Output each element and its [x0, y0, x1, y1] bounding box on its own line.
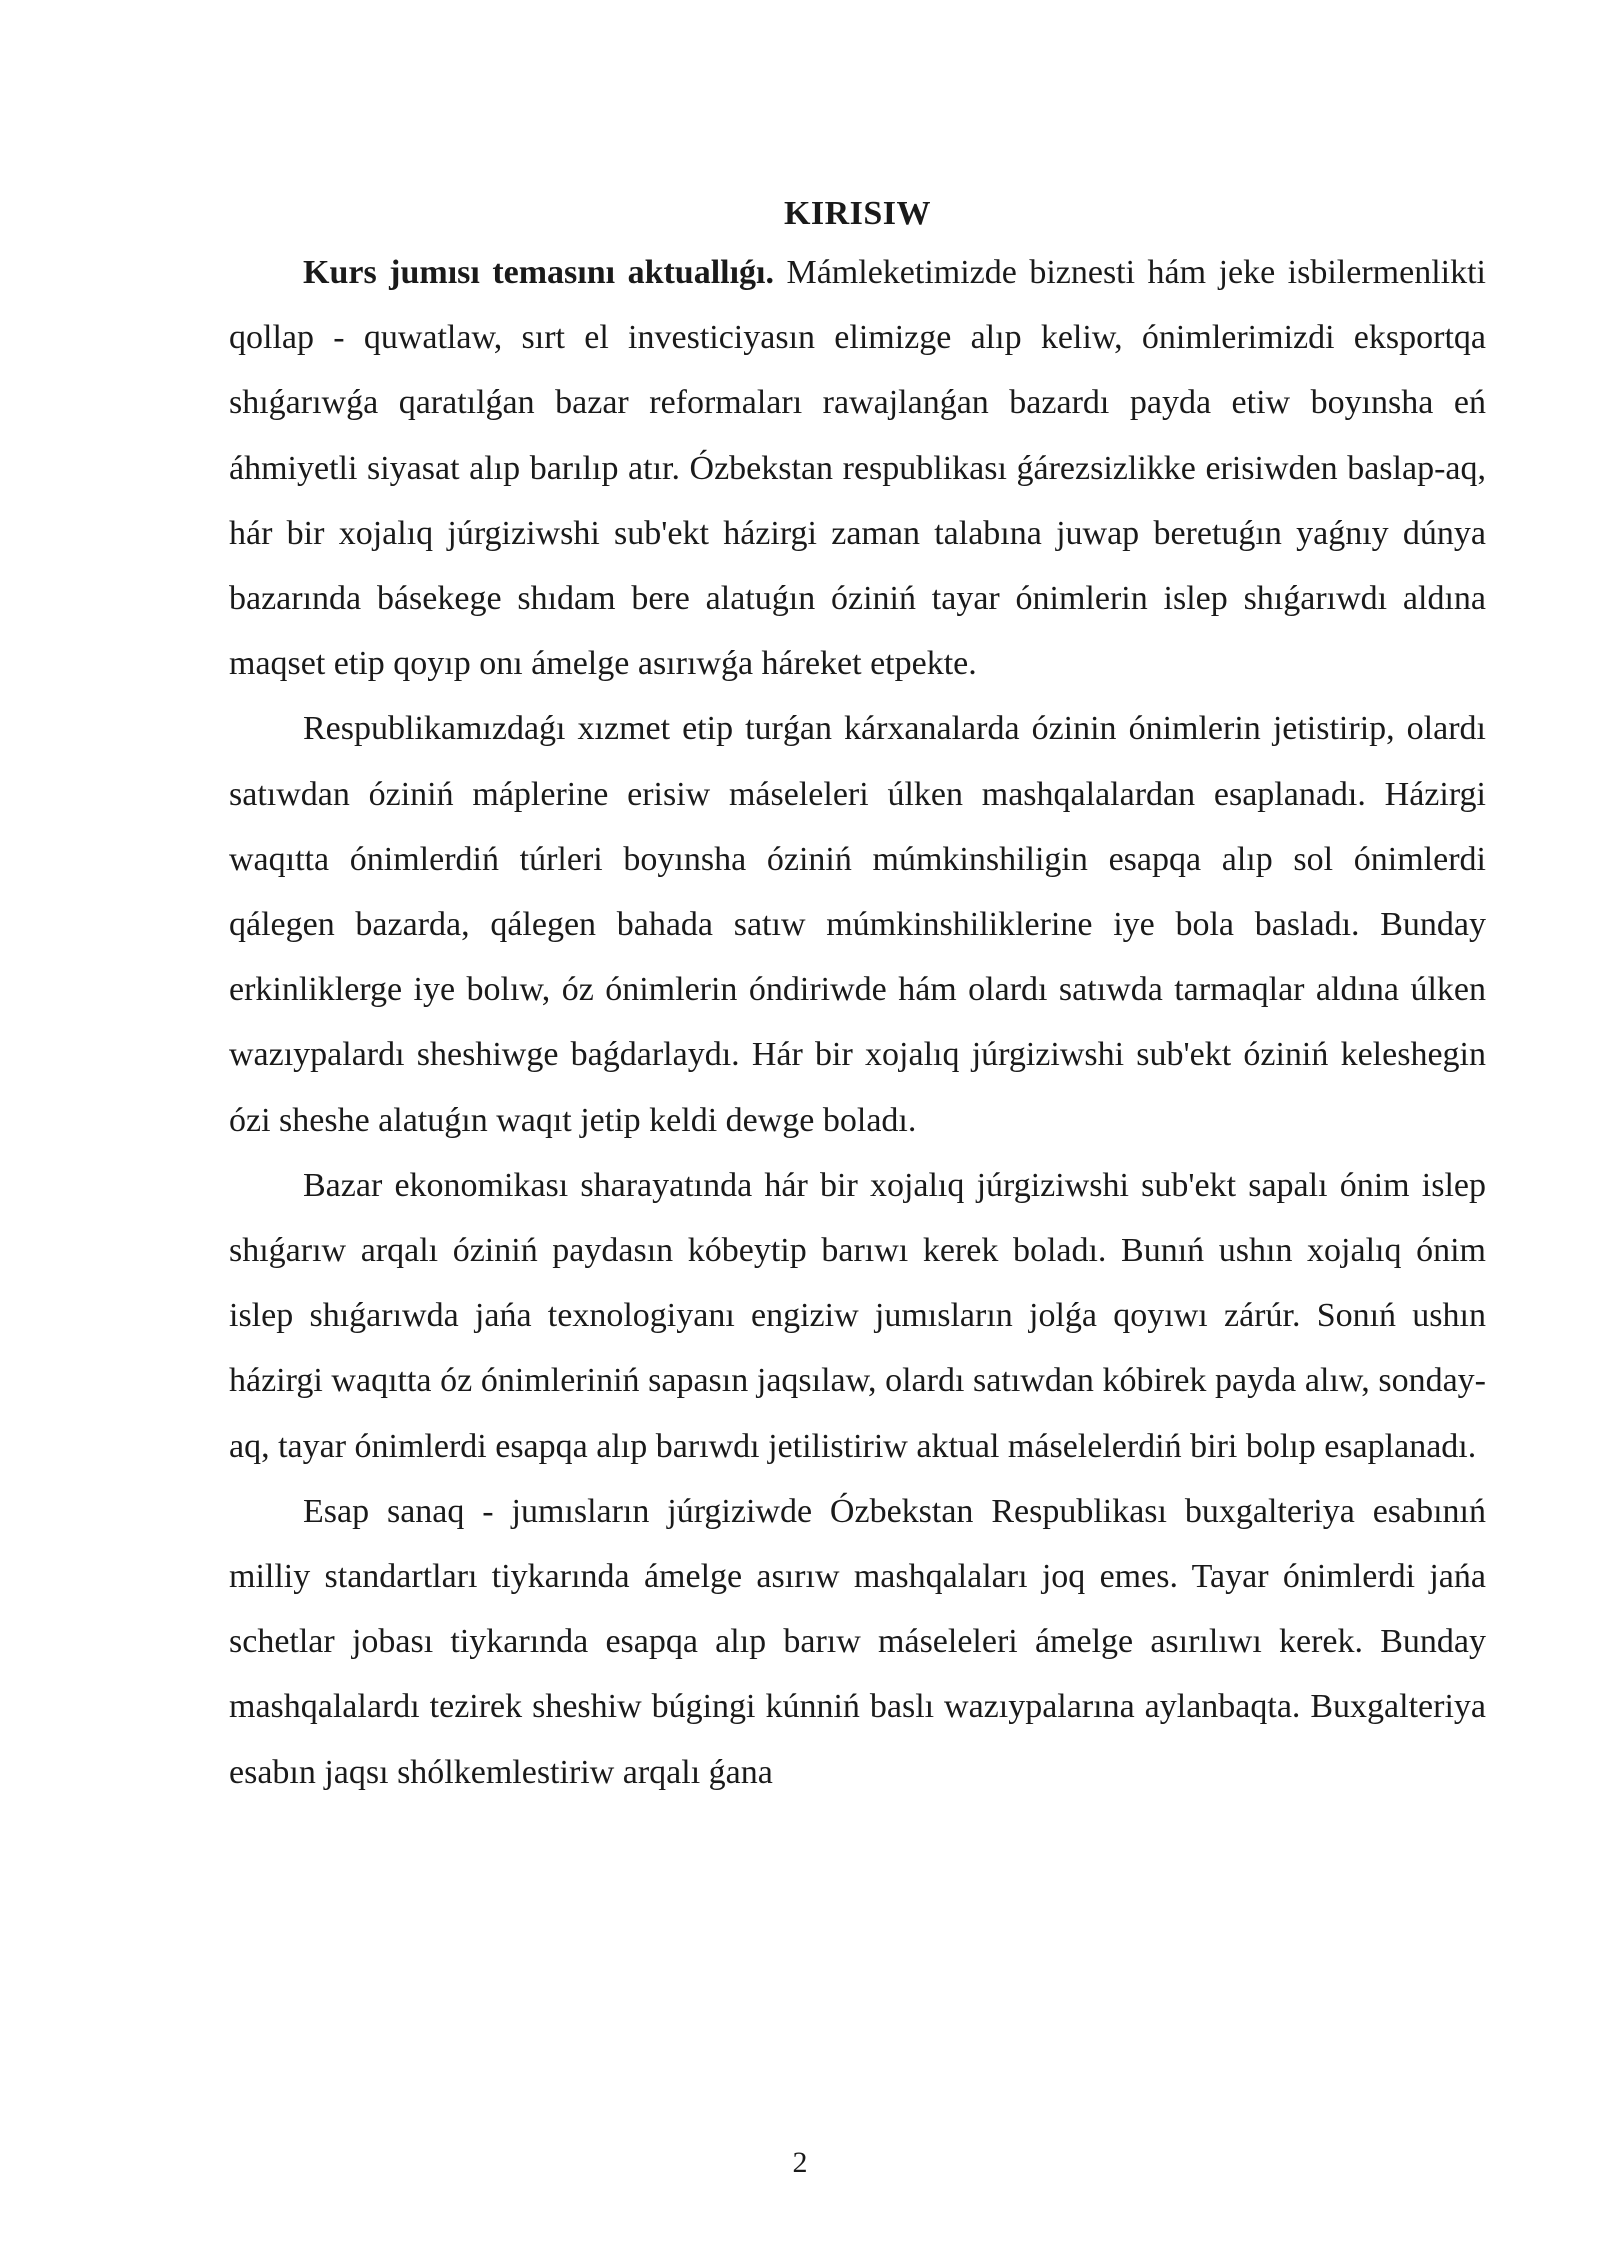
paragraph-lead: Kurs jumısı temasını aktuallıǵı.: [303, 254, 774, 291]
section-heading: KIRISIW: [783, 195, 932, 232]
paragraph: Bazar ekonomikası sharayatında hár bir xojalıq júrgiziwshi sub'ekt sapalı ónim islep shıǵarıw arqalı óziniń paydasın kóbeytip barıwı kerek boladı. Bunıń ushın xojalıq ónim islep shıǵarıwda jańa texnologiyanı engiziw jumısların jolǵa qoyıwı zárúr. Sonıń ushın házirgi waqıtta óz ónimleriniń sapasın jaqsılaw, olardı satıwdan kóbirek payda alıw, sonday-aq, tayar ónimlerdi esapqa alıp barıwdı jetilistiriw aktual máselelerdiń biri bolıp esaplanadı.: [229, 1166, 1486, 1465]
page-number: 2: [792, 2146, 808, 2179]
document-page: [229, 188, 1486, 1805]
paragraph: Esap sanaq - jumısların júrgiziwde Ózbekstan Respublikası buxgalteriya esabınıń milliy standartları tiykarında ámelge asırıw mashqalaları joq emes. Tayar ónimlerdi jańa schetlar jobası tiykarında esapqa alıp barıw máseleleri ámelge asırılıwı kerek. Bunday mashqalalardı tezirek sheshiw búgingi kúnniń baslı wazıypalarına aylanbaqta. Buxgalteriya esabın jaqsı shólkemlestiriw arqalı ǵana: [229, 1492, 1486, 1791]
paragraph: Respublikamızdaǵı xızmet etip turǵan kárxanalarda ózinin ónimlerin jetistirip, olardı satıwdan óziniń máplerine erisiw máseleleri úlken mashqalalardan esaplanadı. Házirgi waqıtta ónimlerdiń túrleri boyınsha óziniń múmkinshiligin esapqa alıp sol ónimlerdi qálegen bazarda, qálegen bahada satıw múmkinshiliklerine iye bola basladı. Bunday erkinliklerge iye bolıw, óz ónimlerin óndiriwde hám olardı satıwda tarmaqlar aldına úlken wazıypalardı sheshiwge baǵdarlaydı. Hár bir xojalıq júrgiziwshi sub'ekt óziniń keleshegin ózi sheshe alatuǵın waqıt jetip keldi dewge boladı.: [229, 710, 1486, 1139]
paragraph-text: Mámleketimizde biznesti hám jeke isbilermenlikti qollap - quwatlaw, sırt el investiciyasın elimizge alıp keliw, ónimlerimizdi eksportqa shıǵarıwǵa qaratılǵan bazar reformaları rawajlanǵan bazardı payda etiw boyınsha eń áhmiyetli siyasat alıp barılıp atır. Ózbekstan respublikası ǵárezsizlikke erisiwden baslap-aq, hár bir xojalıq júrgiziwshi sub'ekt házirgi zaman talabına juwap beretuǵın yaǵnıy dúnya bazarında básekege shıdam bere alatuǵın óziniń tayar ónimlerin islep shıǵarıwdı aldına maqset etip qoyıp onı ámelge asırıwǵa háreket etpekte.: [229, 254, 1486, 683]
paragraph-relevance: [229, 240, 1486, 696]
